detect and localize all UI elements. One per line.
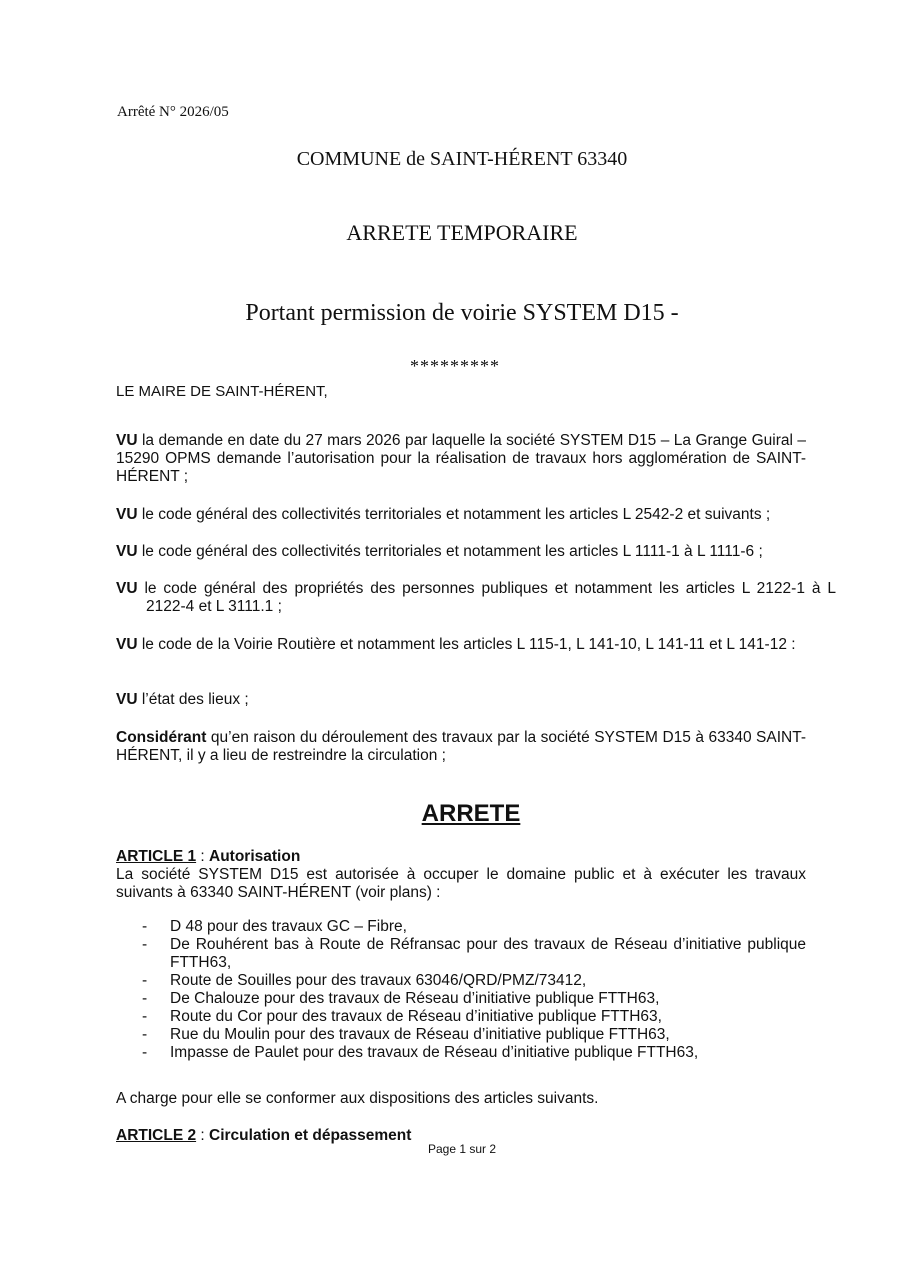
list-item: - D 48 pour des travaux GC – Fibre, xyxy=(142,918,407,935)
mayor-heading: LE MAIRE DE SAINT-HÉRENT, xyxy=(116,383,328,400)
article-2-heading: ARTICLE 2 : Circulation et dépassement xyxy=(116,1127,412,1144)
consideration-2: VU le code général des collectivités territoriales et notamment les articles L 2542-2 et suivants ; xyxy=(116,506,771,523)
article-2-title: Circulation et dépassement xyxy=(209,1127,412,1144)
page-number: Page 1 sur 2 xyxy=(427,1142,497,1156)
article-1-intro: La société SYSTEM D15 est autorisée à occuper le domaine public et à exécuter les travaux suivants à 63340 SAINT-HÉRENT (voir plans) : xyxy=(116,866,806,901)
list-item: - Rue du Moulin pour des travaux de Réseau d’initiative publique FTTH63, xyxy=(142,1026,670,1043)
list-item: - Route de Souilles pour des travaux 63046/QRD/PMZ/73412, xyxy=(142,972,587,989)
consideration-5: VU le code de la Voirie Routière et notamment les articles L 115-1, L 141-10, L 141-11 et L 141-12 : xyxy=(116,636,796,653)
consideration-6: VU l’état des lieux ; xyxy=(116,691,249,708)
article-2-label: ARTICLE 2 xyxy=(116,1127,197,1144)
decree-subject: Portant permission de voirie SYSTEM D15 - xyxy=(245,300,679,326)
article-1-label: ARTICLE 1 xyxy=(116,848,197,865)
arrete-heading: ARRETE xyxy=(421,800,521,827)
article-1-heading: ARTICLE 1 : Autorisation xyxy=(116,848,301,865)
decree-reference: Arrêté N° 2026/05 xyxy=(117,104,229,120)
works-list xyxy=(116,918,806,1062)
commune-title: COMMUNE de SAINT-HÉRENT 63340 xyxy=(296,148,628,170)
list-item: - De Chalouze pour des travaux de Réseau d’initiative publique FTTH63, xyxy=(142,990,660,1007)
consideration-7: Considérant qu’en raison du déroulement des travaux par la société SYSTEM D15 à 63340 SAINT-HÉRENT, il y a lieu de restreindre la circulation ; xyxy=(116,729,806,764)
list-item: - De Rouhérent bas à Route de Réfransac pour des travaux de Réseau d’initiative publique FTTH63, xyxy=(142,936,806,971)
separator-stars: ********* xyxy=(410,356,500,376)
consideration-1: VU la demande en date du 27 mars 2026 par laquelle la société SYSTEM D15 – La Grange Guiral – 15290 OPMS demande l’autorisation pour la réalisation de travaux hors agglomération de SAINT-HÉRENT ; xyxy=(116,432,806,485)
consideration-4: VU le code général des propriétés des personnes publiques et notamment les articles L 2122-1 à L 2122-4 et L 3111.1 ; xyxy=(116,580,836,615)
article-1-closing: A charge pour elle se conformer aux dispositions des articles suivants. xyxy=(116,1090,599,1107)
decree-type: ARRETE TEMPORAIRE xyxy=(346,220,578,245)
list-item: - Route du Cor pour des travaux de Réseau d’initiative publique FTTH63, xyxy=(142,1008,662,1025)
list-item: - Impasse de Paulet pour des travaux de Réseau d’initiative publique FTTH63, xyxy=(142,1044,699,1061)
article-1-title: Autorisation xyxy=(209,848,301,865)
consideration-3: VU le code général des collectivités territoriales et notamment les articles L 1111-1 à L 1111-6 ; xyxy=(116,543,763,560)
